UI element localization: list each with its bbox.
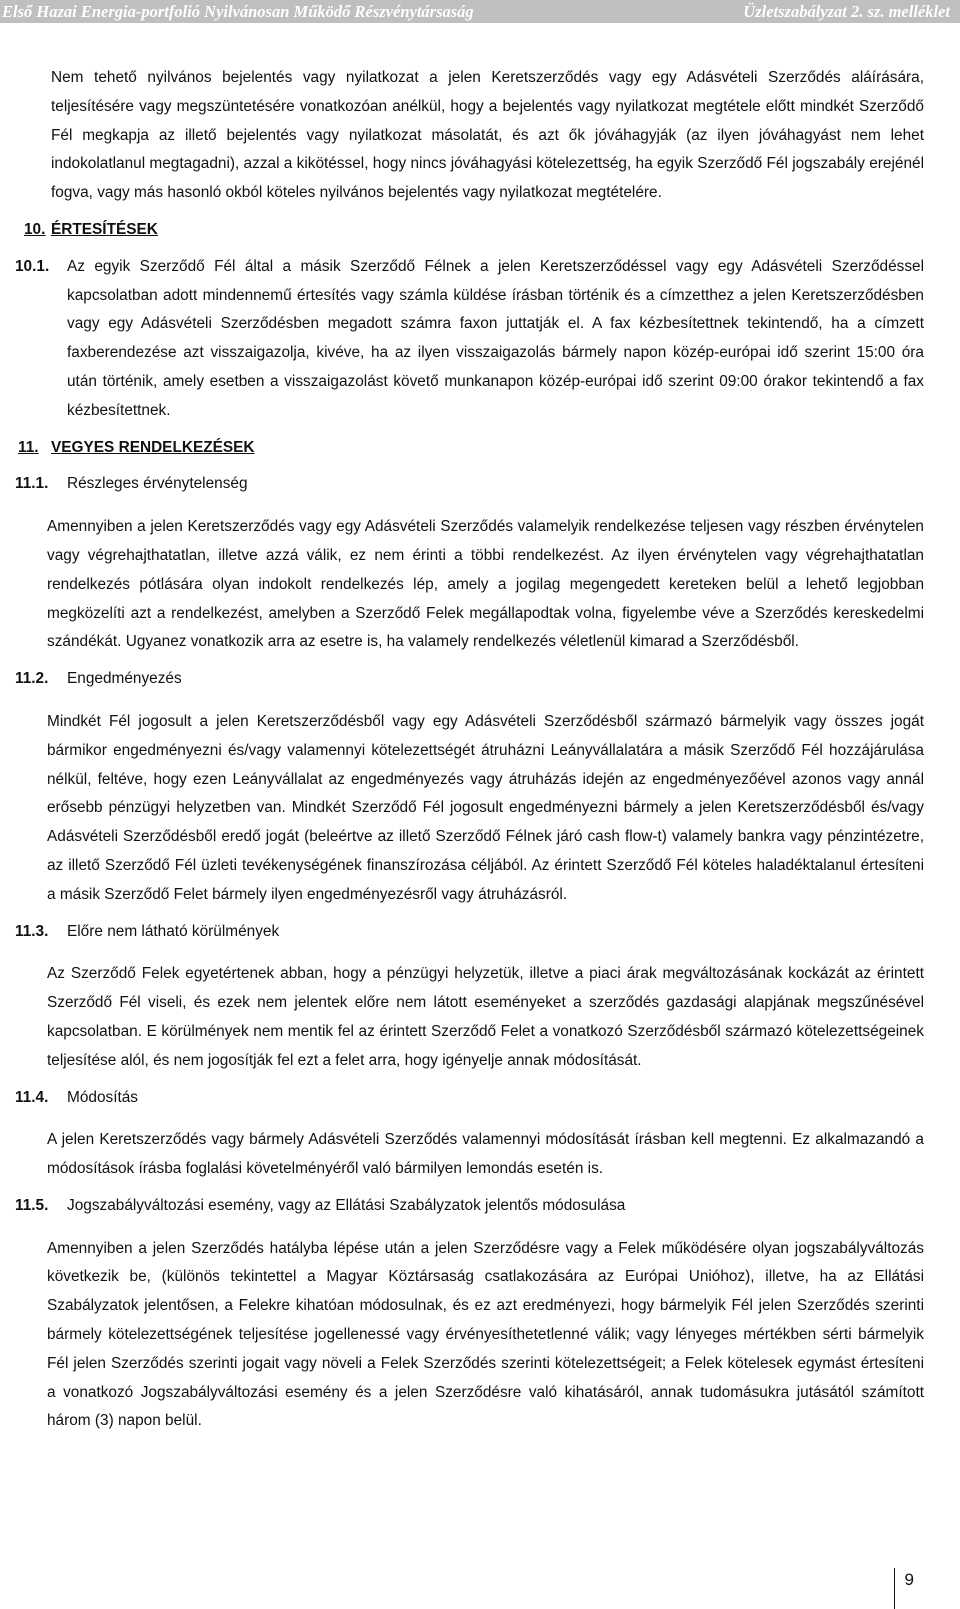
clause-11-2-number: 11.2. [15, 670, 49, 688]
clause-10-1-text: Az egyik Szerződő Fél által a másik Szerződő Félnek a jelen Keretszerződéssel vagy egy Adásvételi Szerződéssel kapcsolatban adott mindennemű értesítés vagy számla küldése írásban történik és a címzetthez a jelen Keretszerződésben vagy egy Adásvételi Szerződésben megadott számra faxon juttatják el. A fax kézbesítettnek tekintendő, ha a címzett faxberendezése azt visszaigazolja, kivéve, ha az ilyen visszaigazolás bármely napon közép-európai idő szerint 15:00 óra után történik, amely esetben a visszaigazolást követő munkanapon közép-európai idő szerint 09:00 órakor tekintendő a fax kézbesítettnek. [67, 257, 924, 419]
clause-11-1-number: 11.1. [15, 475, 49, 493]
clause-11-1-heading [9, 470, 924, 499]
clause-11-5-number: 11.5. [15, 1196, 49, 1214]
document-body [9, 64, 924, 1444]
page-number: 9 [904, 1570, 914, 1589]
clause-11-3-text: Az Szerződő Felek egyetértenek abban, hogy a pénzügyi helyzetük, illetve a piaci árak megváltozásának kockázát az érintett Szerződő Fél viseli, és ezek nem jelentek előre nem látott eseményeket a szerződés gazdasági alapjának megszűnésével kapcsolatban. E körülmények nem mentik fel az érintett Szerződő Felet a vonatkozó Szerződésből származó kötelezettségeinek teljesítése alól, és nem jogosítják fel ezt a felet arra, hogy igényelje annak módosítását. [47, 965, 924, 1069]
clause-11-2-title: Engedményezés [67, 670, 182, 688]
clause-11-3-number: 11.3. [15, 922, 49, 940]
section-11-number: 11. [18, 438, 39, 456]
clause-11-2-text: Mindkét Fél jogosult a jelen Keretszerződésből vagy egy Adásvételi Szerződésből származó bármelyik vagy összes jogát bármikor engedményezni és/vagy valamennyi kötelezettségét átruházni Leányvállalatára a másik Szerződő Fél hozzájárulása nélkül, feltéve, hogy ezen Leányvállalat az engedményezés vagy átruházás idején az engedményezőével azonos vagy annál erősebb pénzügyi helyzetben van. Mindkét Szerződő Fél jogosult engedményezni bármely a jelen Keretszerződésből és/vagy Adásvételi Szerződésből eredő jogát (beleértve az illető Szerződő Félnek járó cash flow-t) valamely bankra vagy pénzintézetre, az illető Szerződő Fél üzleti tevékenységének finanszírozása céljából. Az érintett Szerződő Fél köteles haladéktalanul értesíteni a másik Szerződő Felet bármely ilyen engedményezésről vagy átruházásról. [47, 712, 924, 903]
intro-paragraph: Nem tehető nyilvános bejelentés vagy nyilatkozat a jelen Keretszerződés vagy egy Adásvételi Szerződés aláírására, teljesítésére vagy megszüntetésére vonatkozóan anélkül, hogy a bejelentés vagy nyilatkozat megtétele előtt mindkét Szerződő Fél megkapja az illető bejelentés vagy nyilatkozat másolatát, és azt ők jóváhagyják (az ilyen jóváhagyást nem lehet indokolatlanul megtagadni), azzal a kikötéssel, hogy nincs jóváhagyási kötelezettség, ha egyik Szerződő Fél jogszabály erejénél fogva, vagy más hasonló okból köteles nyilvános bejelentés vagy nyilatkozat megtételére. [51, 69, 924, 202]
section-10-number: 10. [24, 220, 46, 238]
header-company-name: Első Hazai Energia-portfolió Nyilvánosan Működő Részvénytársaság [2, 2, 474, 21]
header-document-label: Üzletszabályzat 2. sz. melléklet [743, 2, 950, 21]
clause-11-1-text: Amennyiben a jelen Keretszerződés vagy egy Adásvételi Szerződés valamelyik rendelkezése teljesen vagy részben érvénytelen vagy végrehajthatatlan, illetve azzá válik, ez nem érinti a többi rendelkezést. Az ilyen érvénytelen vagy végrehajthatatlan rendelkezés pótlására olyan indokolt rendelkezés lép, amely a jogilag megengedett kereteken belül a lehető legjobban megközelíti azt a rendelkezést, amelyben a Szerződő Felek megállapodtak volna, figyelembe véve a Szerződés kereskedelmi szándékát. Ugyanez vonatkozik arra az esetre is, ha valamely rendelkezés véletlenül kimarad a Szerződésből. [47, 518, 924, 651]
clause-11-5-title: Jogszabályváltozási esemény, vagy az Ellátási Szabályzatok jelentős módosulása [67, 1196, 626, 1214]
clause-11-5-text: Amennyiben a jelen Szerződés hatályba lépése után a jelen Szerződésre vagy a Felek működésére olyan jogszabályváltozás következik be, (különös tekintettel a Magyar Köztársaság csatlakozására az Európai Unióhoz), illetve, ha az Ellátási Szabályzatok jelentősen, a Felekre kihatóan módosulnak, és ez azt eredményezi, hogy bármelyik Fél jelen Szerződés szerinti bármely kötelezettségének teljesítése jogellenessé vagy érvényesíthetetlenné válik; vagy lényeges mértékben sérti bármelyik Fél jelen Szerződés szerinti jogait vagy növeli a Felek Szerződés szerinti kötelezettségeit; a Felek kötelesek egymást értesíteni a vonatkozó Jogszabályváltozási esemény és a jelen Szerződésre való kihatásáról, annak tudomásukra jutásától számított három (3) napon belül. [47, 1239, 924, 1430]
page-number-divider [894, 1568, 895, 1609]
section-11-heading [0, 434, 924, 463]
clause-10-1 [9, 253, 924, 426]
clause-11-4-title: Módosítás [67, 1088, 139, 1106]
clause-11-4-text: A jelen Keretszerződés vagy bármely Adásvételi Szerződés valamennyi módosítását írásban kell megtenni. Ez alkalmazandó a módosítások írásba foglalási követelményéről való bármilyen lemondás esetén is. [47, 1131, 924, 1178]
clause-11-1-title: Részleges érvénytelenség [67, 475, 248, 493]
section-10-title: ÉRTESÍTÉSEK [51, 220, 158, 238]
page-header [0, 0, 960, 23]
clause-11-3-title: Előre nem látható körülmények [67, 922, 280, 940]
section-10-heading [9, 216, 924, 245]
section-11-title: VEGYES RENDELKEZÉSEK [51, 438, 255, 456]
clause-11-2-heading [9, 665, 924, 694]
clause-10-1-number: 10.1. [15, 257, 50, 275]
clause-11-4-heading [9, 1084, 924, 1113]
clause-11-3-heading [9, 918, 924, 947]
clause-11-5-heading [9, 1192, 924, 1221]
clause-11-4-number: 11.4. [15, 1088, 49, 1106]
